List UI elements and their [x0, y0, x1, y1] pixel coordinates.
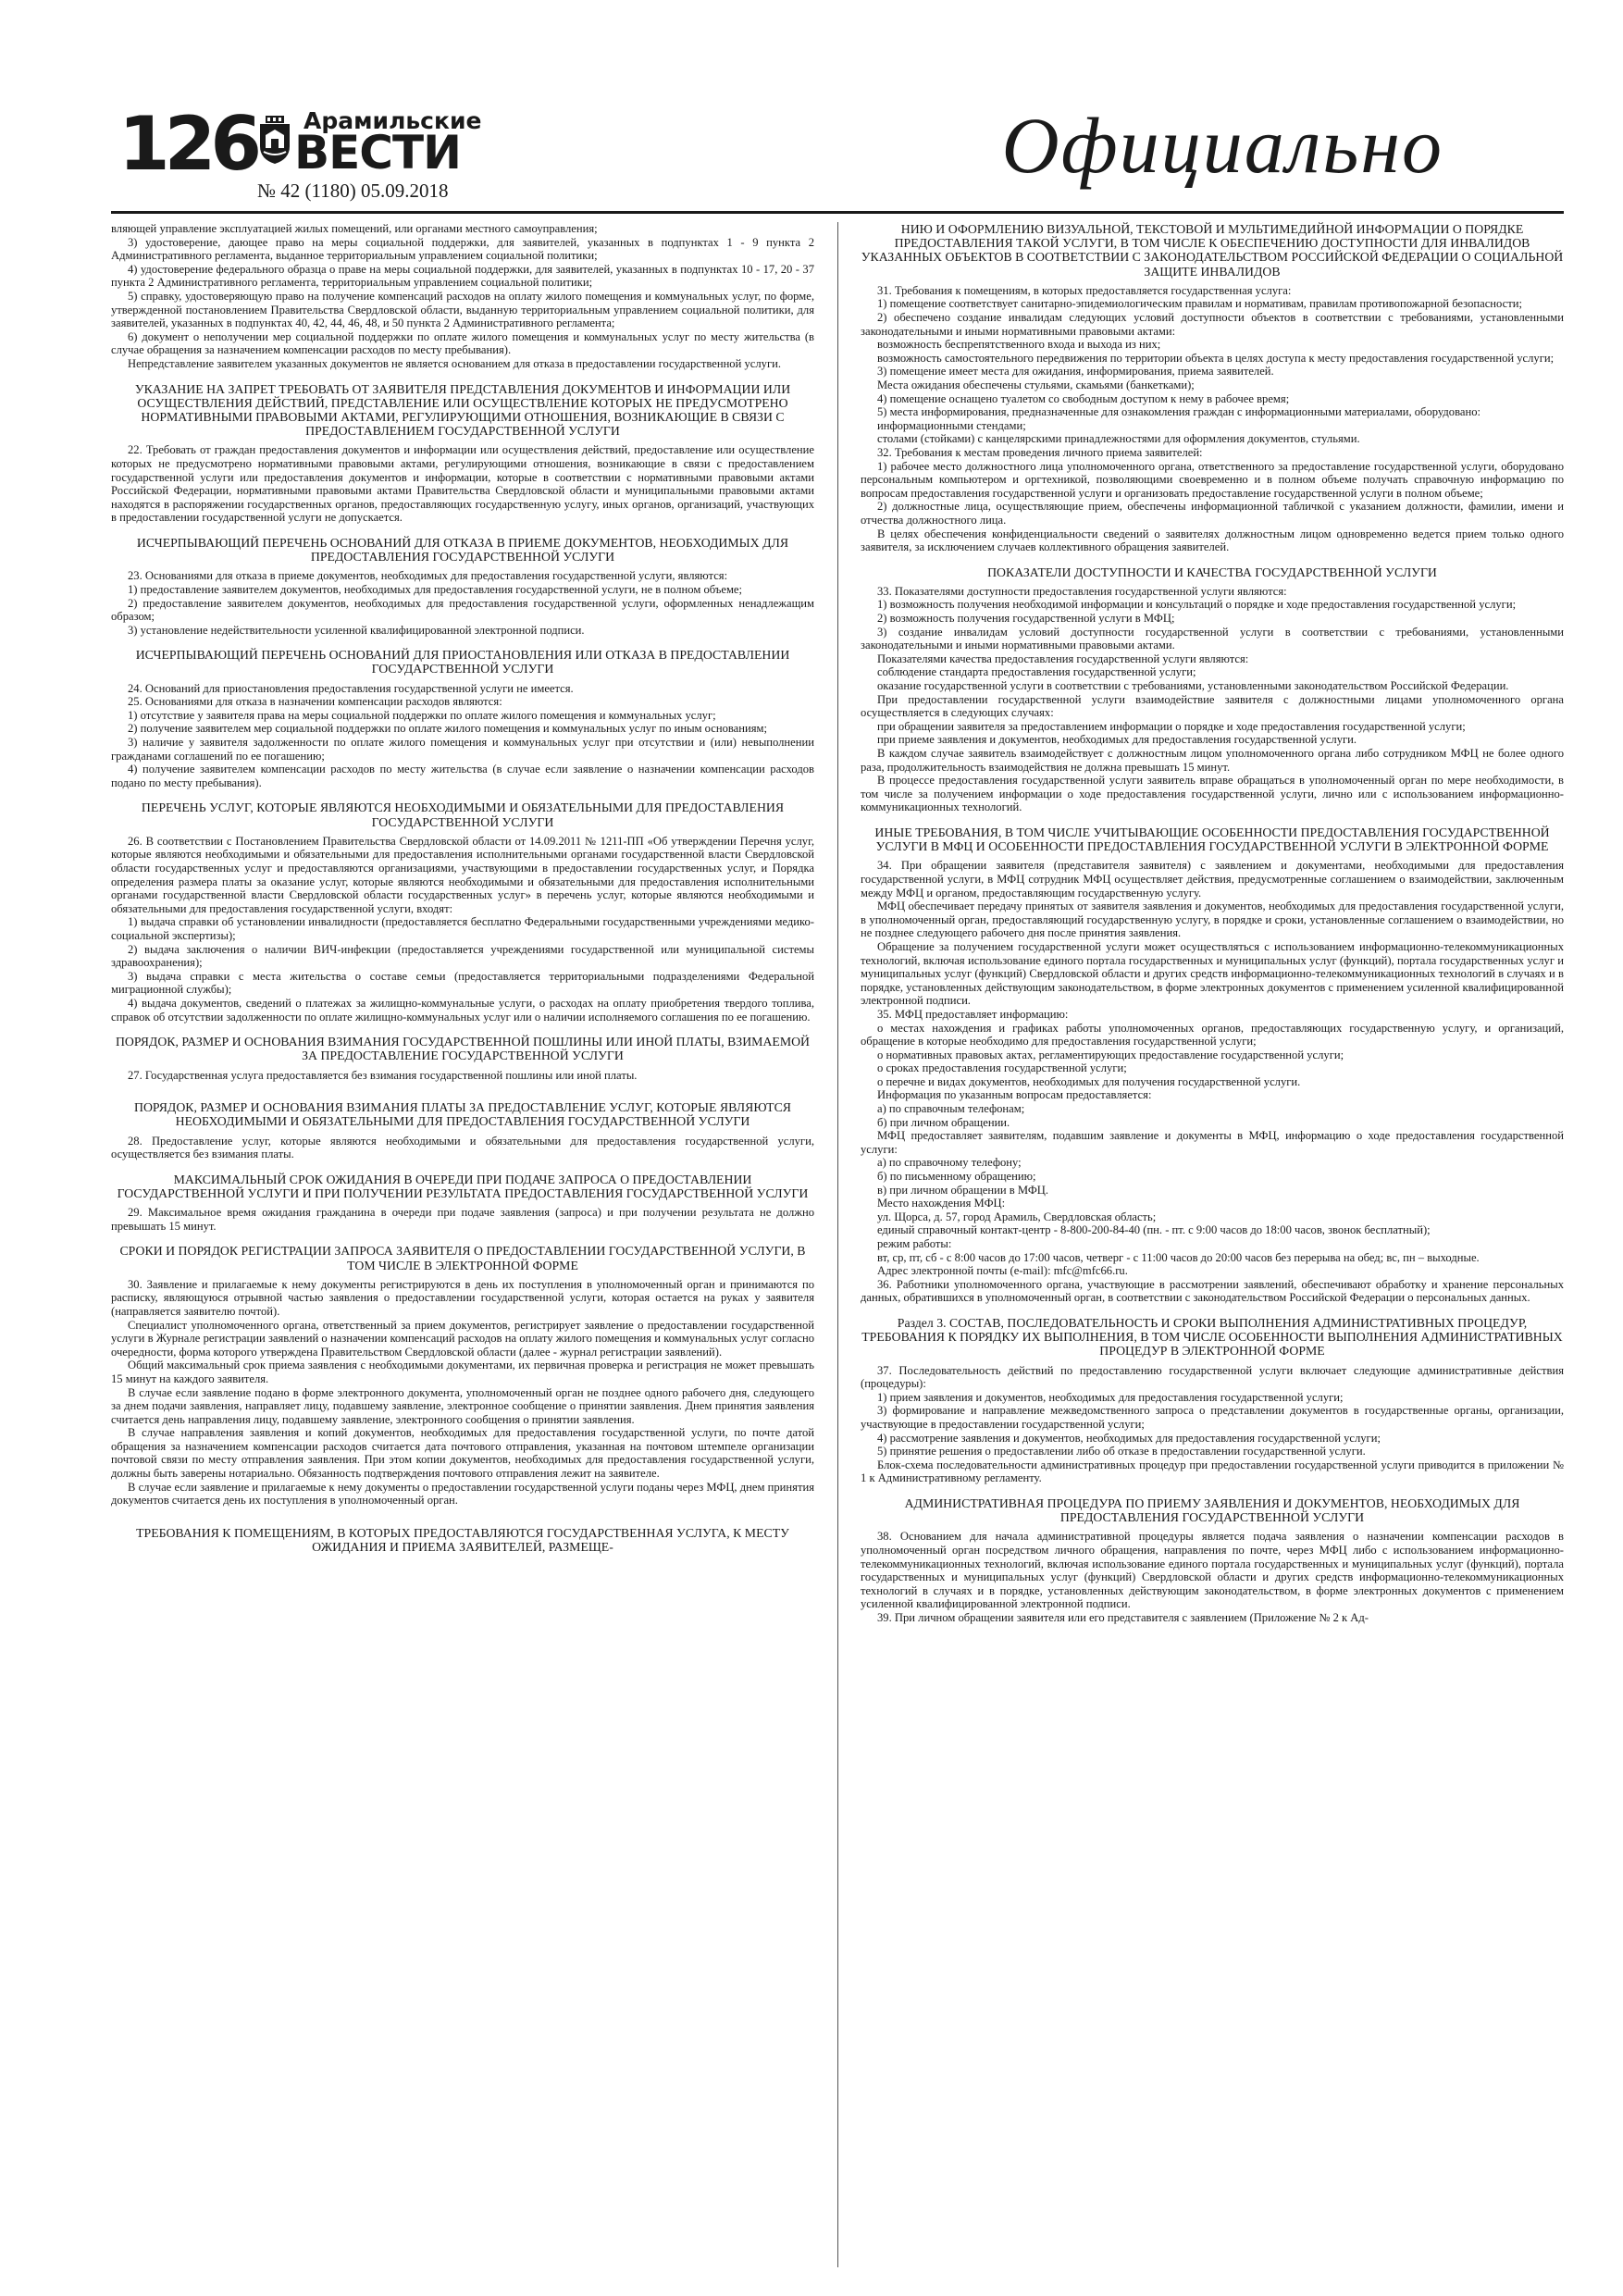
- spacer: [111, 1082, 814, 1089]
- section-heading: СРОКИ И ПОРЯДОК РЕГИСТРАЦИИ ЗАПРОСА ЗАЯВИТЕЛЯ О ПРЕДОСТАВЛЕНИИ ГОСУДАРСТВЕННОЙ УСЛУГИ, В ТОМ ЧИСЛЕ В ЭЛЕКТРОННОЙ ФОРМЕ: [119, 1244, 806, 1272]
- paragraph: 24. Оснований для приостановления предоставления государственной услуги не имеется.: [128, 681, 574, 695]
- paragraph: 4) выдача документов, сведений о платежах за жилищно-коммунальные услуги, о расходах на оплату приобретения твердого топлива, справок об отсутствии задолженности по оплате жилищно-коммунальных услуг или о наличии исполняемого соглашения по ее погашению.: [111, 996, 814, 1024]
- paragraph: ул. Щорса, д. 57, город Арамиль, Свердловская область;: [877, 1210, 1157, 1223]
- paragraph: 5) места информирования, предназначенные для ознакомления граждан с информационными материалами, оборудовано:: [877, 405, 1481, 419]
- section-heading: МАКСИМАЛЬНЫЙ СРОК ОЖИДАНИЯ В ОЧЕРЕДИ ПРИ ПОДАЧЕ ЗАПРОСА О ПРЕДОСТАВЛЕНИИ ГОСУДАРСТВЕННОЙ УСЛУГИ И ПРИ ПОЛУЧЕНИИ РЕЗУЛЬТАТА ПРЕДОСТАВЛЕНИЯ ГОСУДАРСТВЕННОЙ УСЛУГИ: [117, 1172, 809, 1200]
- section-heading: ПОРЯДОК, РАЗМЕР И ОСНОВАНИЯ ВЗИМАНИЯ ГОСУДАРСТВЕННОЙ ПОШЛИНЫ ИЛИ ИНОЙ ПЛАТЫ, ВЗИМАЕМОЙ ЗА ПРЕДОСТАВЛЕНИЕ ГОСУДАРСТВЕННОЙ УСЛУГИ: [115, 1035, 811, 1063]
- paragraph: Непредставление заявителем указанных документов не является основанием для отказа в предоставлении государственной услуги.: [128, 356, 782, 370]
- paragraph: 36. Работники уполномоченного органа, участвующие в рассмотрении заявлений, обеспечивают обработку и хранение персональных данных, обратившихся в уполномоченный орган, в соответствии с законодательством Российской Федерации о персональных данных.: [861, 1277, 1564, 1305]
- paragraph: 3) формирование и направление межведомственного запроса о представлении документов в государственные органы, организации, участвующие в предоставлении государственной услуги;: [861, 1404, 1564, 1431]
- paragraph: Обращение за получением государственной услуги может осуществляться с использованием информационно-телекоммуникационных технологий, включая использование единого портала государственных и муниципальных услуг (функций), портала государственных услуг и муниципальных услуг (функций) Свердловской области и других средств информационно-телекоммуникационных технологий в случаях и в порядке, установленных действующим законодательством, в форме электронных документов с применением усиленной квалифицированной электронной подписи.: [861, 939, 1564, 1008]
- paragraph: 2) возможность получения государственной услуги в МФЦ;: [877, 612, 1175, 626]
- paragraph: 2) выдача заключения о наличии ВИЧ-инфекции (предоставляется учреждениями государственной или муниципальной системы здравоохранения);: [111, 942, 814, 970]
- paragraph: 1) прием заявления и документов, необходимых для предоставления государственной услуги;: [877, 1390, 1344, 1404]
- paragraph: 3) создание инвалидам условий доступности государственной услуги в соответствии с требованиями, установленными законодательными и иными нормативными правовыми актами.: [861, 625, 1564, 652]
- paragraph: В случае если заявление и прилагаемые к нему документы о предоставлении государственной услуги поданы через МФЦ, днем принятия документов считается день их поступления в уполномоченный орган.: [111, 1480, 814, 1508]
- paragraph: 1) рабочее место должностного лица уполномоченного органа, ответственного за предоставление государственной услуги, оборудовано персональным компьютером и оргтехникой, позволяющими своевременно и в полном объеме получать справочную информацию по вопросам предоставления государственной услуги и организовать предоставление государственной услуги в полном объеме;: [861, 459, 1564, 500]
- column-divider: [837, 222, 838, 2267]
- paragraph: 3) удостоверение, дающее право на меры социальной поддержки, для заявителей, указанных в подпунктах 1 - 9 пункта 2 Административного регламента, выданное территориальным управлением социальной политики;: [111, 235, 814, 263]
- section-heading: ПОКАЗАТЕЛИ ДОСТУПНОСТИ И КАЧЕСТВА ГОСУДАРСТВЕННОЙ УСЛУГИ: [987, 565, 1437, 579]
- paragraph: 4) удостоверение федерального образца о праве на меры социальной поддержки, для заявителей, указанных в подпунктах 10 - 17, 20 - 37 пункта 2 Административного регламента, территориальным управлением социальной политики;: [111, 262, 814, 290]
- paragraph: 35. МФЦ предоставляет информацию:: [877, 1007, 1069, 1021]
- paragraph: 4) получение заявителем компенсации расходов по месту жительства (в случае если заявление о назначении компенсации расходов подано по месту пребывания).: [111, 763, 814, 789]
- paragraph: 5) справку, удостоверяющую право на получение компенсаций расходов на оплату жилого помещения и коммунальных услуг, по форме, утвержденной постановлением Правительства Свердловской области, выданную территориальным управлением социальной политики, для заявителей, указанных в подпунктах 40, 42, 44, 46, 48, и 50 пункта 2 Административного регламента;: [111, 289, 814, 330]
- paragraph: Место нахождения МФЦ:: [877, 1197, 1006, 1210]
- paragraph: 3) выдача справки с места жительства о составе семьи (предоставляется территориальными подразделениями Федеральной миграционной службы);: [111, 969, 814, 997]
- paragraph: о сроках предоставления государственной услуги;: [877, 1061, 1127, 1075]
- paragraph: 25. Основаниями для отказа в назначении компенсации расходов являются:: [128, 695, 502, 709]
- paragraph: В случае направления заявления и копий документов, необходимых для предоставления государственной услуги, по почте датой обращения за назначением компенсации расходов считается дата почтового отправления, указанная на почтовом штемпеле организации почтовой связи по месту отправления заявления. При этом копии документов, необходимых для предоставления государственной услуги, должны быть заверены нотариально. Обязанность подтверждения почтового отправления лежит на заявителе.: [111, 1426, 814, 1481]
- brand-name-logo: ВЕСТИ: [294, 126, 461, 180]
- paragraph: 6) документ о неполучении мер социальной поддержки по оплате жилого помещения и коммунальных услуг по месту жительства (в случае обращения за назначением компенсации расходов по месту пребывания).: [111, 329, 814, 357]
- paragraph: 3) помещение имеет места для ожидания, информирования, приема заявителей.: [877, 365, 1274, 379]
- paragraph: Специалист уполномоченного органа, ответственный за прием документов, регистрирует заявление о предоставлении государственной услуги в Журнале регистрации заявлений о назначении компенсаций расходов на оплату жилого помещения и коммунальных услуг согласно очередности, форма которого утверждена Правительством Свердловской области (далее - журнал регистрации заявлений).: [111, 1318, 814, 1359]
- paragraph: б) при личном обращении.: [877, 1115, 1010, 1129]
- paragraph: 1) возможность получения необходимой информации и консультаций о порядке и ходе предоставления государственной услуги;: [877, 598, 1517, 612]
- masthead-divider: [111, 211, 1564, 214]
- section-title: Официально: [1001, 101, 1443, 190]
- paragraph: Показателями качества предоставления государственной услуги являются:: [877, 652, 1249, 665]
- paragraph: 1) отсутствие у заявителя права на меры социальной поддержки по оплате жилого помещения и коммунальных услуг;: [128, 708, 716, 722]
- article-body: [111, 222, 1564, 2267]
- paragraph: вляющей управление эксплуатацией жилых помещений, или органами местного самоуправления;: [111, 222, 598, 235]
- paragraph: 30. Заявление и прилагаемые к нему документы регистрируются в день их поступления в уполномоченный орган и принимаются по расписку, являющуюся отрывной частью заявления о предоставлении государственной услуги, которая остается на руках у заявителя (направляется заявителю почтой).: [111, 1277, 814, 1318]
- brand-name-top: Арамильские: [304, 107, 482, 134]
- paragraph: режим работы:: [877, 1237, 952, 1251]
- paragraph: вт, ср, пт, сб - с 8:00 часов до 17:00 часов, четверг - с 11:00 часов до 20:00 часов без перерыва на обед; вс, пн – выходные.: [877, 1250, 1480, 1264]
- section-heading: Раздел 3. СОСТАВ, ПОСЛЕДОВАТЕЛЬНОСТЬ И СРОКИ ВЫПОЛНЕНИЯ АДМИНИСТРАТИВНЫХ ПРОЦЕДУР, ТРЕБОВАНИЯ К ПОРЯДКУ ИХ ВЫПОЛНЕНИЯ, В ТОМ ЧИСЛЕ ОСОБЕННОСТИ ВЫПОЛНЕНИЯ АДМИНИСТРАТИВНЫХ ПРОЦЕДУР В ЭЛЕКТРОННОЙ ФОРМЕ: [861, 1315, 1563, 1359]
- paragraph: 4) рассмотрение заявления и документов, необходимых для предоставления государственной услуги;: [877, 1431, 1381, 1445]
- section-heading: ИСЧЕРПЫВАЮЩИЙ ПЕРЕЧЕНЬ ОСНОВАНИЙ ДЛЯ ПРИОСТАНОВЛЕНИЯ ИЛИ ОТКАЗА В ПРЕДОСТАВЛЕНИИ ГОСУДАРСТВЕННОЙ УСЛУГИ: [135, 648, 790, 676]
- paragraph: В каждом случае заявитель взаимодействует с должностным лицом уполномоченного органа либо сотрудником МФЦ не более одного раза, продолжительность взаимодействия не должна превышать 15 минут.: [861, 747, 1564, 774]
- section-heading: ПОРЯДОК, РАЗМЕР И ОСНОВАНИЯ ВЗИМАНИЯ ПЛАТЫ ЗА ПРЕДОСТАВЛЕНИЕ УСЛУГ, КОТОРЫЕ ЯВЛЯЮТСЯ НЕОБХОДИМЫМИ И ОБЯЗАТЕЛЬНЫМИ ДЛЯ ПРЕДОСТАВЛЕНИЯ ГОСУДАРСТВЕННОЙ УСЛУГИ: [134, 1100, 791, 1129]
- section-heading: НИЮ И ОФОРМЛЕНИЮ ВИЗУАЛЬНОЙ, ТЕКСТОВОЙ И МУЛЬТИМЕДИЙНОЙ ИНФОРМАЦИИ О ПОРЯДКЕ ПРЕДОСТАВЛЕНИЯ ТАКОЙ УСЛУГИ, В ТОМ ЧИСЛЕ К ОБЕСПЕЧЕНИЮ ДОСТУПНОСТИ ДЛЯ ИНВАЛИДОВ УКАЗАННЫХ ОБЪЕКТОВ В СООТВЕТСТВИИ С ЗАКОНОДАТЕЛЬСТВОМ РОССИЙСКОЙ ФЕДЕРАЦИИ О СОЦИАЛЬНОЙ ЗАЩИТЕ ИНВАЛИДОВ: [861, 222, 1564, 279]
- paragraph: 32. Требования к местам проведения личного приема заявителей:: [877, 445, 1203, 459]
- paragraph: возможность самостоятельного передвижения по территории объекта в целях доступа к месту предоставления государственной услуги;: [877, 351, 1555, 365]
- paragraph: МФЦ обеспечивает передачу принятых от заявителя заявления и документов, необходимых для предоставления государственной услуги, в уполномоченный орган, предоставляющий государственную услугу, в порядке и сроки, установленные соглашением о взаимодействии, но не позднее следующего рабочего дня после принятия заявления.: [861, 900, 1564, 940]
- paragraph: 2) получение заявителем мер социальной поддержки по оплате жилого помещения и коммунальных услуг по иным основаниям;: [128, 722, 768, 736]
- section-heading: ПЕРЕЧЕНЬ УСЛУГ, КОТОРЫЕ ЯВЛЯЮТСЯ НЕОБХОДИМЫМИ И ОБЯЗАТЕЛЬНЫМИ ДЛЯ ПРЕДОСТАВЛЕНИЯ ГОСУДАРСТВЕННОЙ УСЛУГИ: [141, 800, 785, 829]
- spacer: [111, 1508, 814, 1515]
- paragraph: 26. В соответствии с Постановлением Правительства Свердловской области от 14.09.2011 № 1211-ПП «Об утверждении Перечня услуг, которые являются необходимыми и обязательными для предоставления исполнительными органами государственной власти Свердловской области государственных услуг и предоставляются организациями, участвующими в предоставлении государственных услуг, и Порядка определения размера платы за оказание услуг, которые являются необходимыми и обязательными для предоставления исполнительными органами государственной власти Свердловской области государственных услуг» в перечень услуг, которые являются необходимыми и обязательными для предоставления государственной услуги, входят:: [111, 834, 814, 915]
- paragraph: 3) наличие у заявителя задолженности по оплате жилого помещения и коммунальных услуг при отсутствии и (или) невыполнении гражданами соглашений по ее погашению;: [111, 736, 814, 763]
- paragraph: 33. Показателями доступности предоставления государственной услуги являются:: [877, 584, 1287, 598]
- section-heading: АДМИНИСТРАТИВНАЯ ПРОЦЕДУРА ПО ПРИЕМУ ЗАЯВЛЕНИЯ И ДОКУМЕНТОВ, НЕОБХОДИМЫХ ДЛЯ ПРЕДОСТАВЛЕНИЯ ГОСУДАРСТВЕННОЙ УСЛУГИ: [904, 1496, 1520, 1525]
- paragraph: о местах нахождения и графиках работы уполномоченных органов, предоставляющих государственную услугу, и организаций, обращение в которые необходимо для предоставления государственной услуги;: [861, 1021, 1564, 1049]
- issue-number-date: № 42 (1180) 05.09.2018: [257, 180, 449, 202]
- section-heading: ИСЧЕРПЫВАЮЩИЙ ПЕРЕЧЕНЬ ОСНОВАНИЙ ДЛЯ ОТКАЗА В ПРИЕМЕ ДОКУМЕНТОВ, НЕОБХОДИМЫХ ДЛЯ ПРЕДОСТАВЛЕНИЯ ГОСУДАРСТВЕННОЙ УСЛУГИ: [136, 535, 789, 565]
- paragraph: столами (стойками) с канцелярскими принадлежностями для оформления документов, стульями.: [877, 432, 1360, 446]
- section-heading: ИНЫЕ ТРЕБОВАНИЯ, В ТОМ ЧИСЛЕ УЧИТЫВАЮЩИЕ ОСОБЕННОСТИ ПРЕДОСТАВЛЕНИЯ ГОСУДАРСТВЕННОЙ УСЛУГИ В МФЦ И ОСОБЕННОСТИ ПРЕДОСТАВЛЕНИЯ ГОСУДАРСТВЕННОЙ УСЛУГИ В ЭЛЕКТРОННОЙ ФОРМЕ: [874, 825, 1550, 854]
- paragraph: в) при личном обращении в МФЦ.: [877, 1183, 1049, 1197]
- paragraph: соблюдение стандарта предоставления государственной услуги;: [877, 665, 1196, 679]
- page-number: 126: [118, 101, 256, 187]
- paragraph: Информация по указанным вопросам предоставляется:: [877, 1088, 1152, 1102]
- paragraph: Общий максимальный срок приема заявления с необходимыми документами, их первичная проверка и регистрация не может превышать 15 минут на каждого заявителя.: [111, 1359, 814, 1385]
- paragraph: 4) помещение оснащено туалетом со свободным доступом к нему в рабочее время;: [877, 391, 1290, 405]
- paragraph: 22. Требовать от граждан предоставления документов и информации или осуществления действий, предоставление или осуществление которых не предусмотрено нормативными правовыми актами, регулирующими отношения, возникающие в связи с предоставлением государственной услуги или предоставления документов и информации, которые в соответствии с нормативными правовыми актами Российской Федерации, нормативными правовыми актами Правительства Свердловской области и муниципальными правовыми актами находятся в распоряжении государственных органов, предоставляющих государственную услугу, иных органов, организаций, участвующих в предоставлении государственной услуги не допускается.: [111, 443, 814, 525]
- section-heading: ТРЕБОВАНИЯ К ПОМЕЩЕНИЯМ, В КОТОРЫХ ПРЕДОСТАВЛЯЮТСЯ ГОСУДАРСТВЕННАЯ УСЛУГА, К МЕСТУ ОЖИДАНИЯ И ПРИЕМА ЗАЯВИТЕЛЕЙ, РАЗМЕЩЕ-: [136, 1525, 789, 1555]
- left-column: [111, 222, 814, 2267]
- paragraph: 37. Последовательность действий по предоставлению государственной услуги включает следующие административные действия (процедуры):: [861, 1363, 1564, 1391]
- paragraph: 1) помещение соответствует санитарно-эпидемиологическим правилам и нормативам, правилам противопожарной безопасности;: [877, 297, 1522, 311]
- paragraph: 39. При личном обращении заявителя или его представителя с заявлением (Приложение № 2 к Ад-: [877, 1610, 1369, 1624]
- paragraph: при приеме заявления и документов, необходимых для предоставления государственной услуги.: [877, 733, 1357, 747]
- paragraph: 38. Основанием для начала административной процедуры является подача заявления о назначении компенсации расходов в уполномоченный орган посредством личного обращения, направления по почте, через МФЦ либо с использованием информационно-телекоммуникационных технологий, включая использование единого портала государственных и муниципальных услуг (функций), портала государственных и муниципальных услуг (функций) Свердловской области и других средств информационно-телекоммуникационных технологий в случаях и в порядке, установленных действующим законодательством, в форме электронных документов с применением усиленной квалифицированной электронной подписи.: [861, 1530, 1564, 1611]
- paragraph: 27. Государственная услуга предоставляется без взимания государственной пошлины или иной платы.: [128, 1068, 638, 1082]
- paragraph: 3) установление недействительности усиленной квалифицированной электронной подписи.: [128, 623, 585, 637]
- paragraph: В процессе предоставления государственной услуги заявитель вправе обращаться в уполномоченный орган по мере необходимости, в том числе за получением информации о ходе предоставления государственной услуги, лично или с использованием информационно-коммуникационных технологий.: [861, 774, 1564, 814]
- paragraph: о нормативных правовых актах, регламентирующих предоставление государственной услуги;: [877, 1048, 1344, 1061]
- paragraph: В целях обеспечения конфиденциальности сведений о заявителях должностным лицом одновременно ведется прием только одного заявителя, за исключением случаев коллективного обращения заявителей.: [861, 527, 1564, 554]
- paragraph: Места ожидания обеспечены стульями, скамьями (банкетками);: [877, 378, 1195, 391]
- paragraph: б) по письменному обращению;: [877, 1170, 1036, 1184]
- paragraph: 2) обеспечено создание инвалидам следующих условий доступности объектов в соответствии с требованиями, установленными законодательными и иными нормативными правовыми актами:: [861, 311, 1564, 338]
- paragraph: Блок-схема последовательности административных процедур при предоставлении государственной услуги приводится в приложении № 1 к Административному регламенту.: [861, 1458, 1564, 1485]
- coat-of-arms-icon: [257, 115, 292, 165]
- paragraph: 5) принятие решения о предоставлении либо об отказе в предоставлении государственной услуги.: [877, 1445, 1366, 1458]
- paragraph: Адрес электронной почты (e-mail): mfc@mfc66.ru.: [877, 1264, 1128, 1278]
- paragraph: единый справочный контакт-центр - 8-800-200-84-40 (пн. - пт. с 9:00 часов до 18:00 часов, звонок бесплатный);: [877, 1223, 1431, 1237]
- paragraph: возможность беспрепятственного входа и выхода из них;: [877, 338, 1161, 352]
- paragraph: 28. Предоставление услуг, которые являются необходимыми и обязательными для предоставления государственной услуги, осуществляется без взимания платы.: [111, 1134, 814, 1161]
- paragraph: 2) должностные лица, осуществляющие прием, обеспечены информационной табличкой с указанием должности, фамилии, имени и отчества должностного лица.: [861, 500, 1564, 527]
- right-column: [861, 222, 1564, 2267]
- paragraph: а) по справочному телефону;: [877, 1156, 1022, 1170]
- masthead: [111, 102, 1564, 204]
- paragraph: при обращении заявителя за предоставлением информации о порядке и ходе предоставления государственной услуги;: [877, 719, 1466, 733]
- paragraph: а) по справочным телефонам;: [877, 1102, 1025, 1116]
- paragraph: МФЦ предоставляет заявителям, подавшим заявление и документы в МФЦ, информацию о ходе предоставления государственной услуги:: [861, 1129, 1564, 1156]
- paragraph: 1) предоставление заявителем документов, необходимых для предоставления государственной услуги, не в полном объеме;: [128, 582, 743, 596]
- paragraph: В случае если заявление подано в форме электронного документа, уполномоченный орган не позднее одного рабочего дня, следующего за днем подачи заявления, направляет лицу, подавшему заявление, электронное сообщение о принятии заявления. Днем принятия заявления считается день направления лицу, подавшему заявление, электронного сообщения о принятии заявления.: [111, 1385, 814, 1426]
- paragraph: При предоставлении государственной услуги взаимодействие заявителя с должностными лицами уполномоченного органа осуществляется в следующих случаях:: [861, 692, 1564, 720]
- paragraph: информационными стендами;: [877, 418, 1026, 432]
- paragraph: 29. Максимальное время ожидания гражданина в очереди при подаче заявления (запроса) и при получении результата не должно превышать 15 минут.: [111, 1206, 814, 1233]
- paragraph: оказание государственной услуги в соответствии с требованиями, установленными законодательством Российской Федерации.: [877, 679, 1509, 693]
- paragraph: 34. При обращении заявителя (представителя заявителя) с заявлением и документами, необходимыми для предоставления государственной услуги, в МФЦ сотрудник МФЦ осуществляет действия, предусмотренные соглашением о взаимодействии, заключенным между МФЦ и органом, предоставляющим государственную услугу.: [861, 859, 1564, 900]
- section-heading: УКАЗАНИЕ НА ЗАПРЕТ ТРЕБОВАТЬ ОТ ЗАЯВИТЕЛЯ ПРЕДСТАВЛЕНИЯ ДОКУМЕНТОВ И ИНФОРМАЦИИ ИЛИ ОСУЩЕСТВЛЕНИЯ ДЕЙСТВИЙ, ПРЕДСТАВЛЕНИЕ ИЛИ ОСУЩЕСТВЛЕНИЕ КОТОРЫХ НЕ ПРЕДУСМОТРЕНО НОРМАТИВНЫМИ ПРАВОВЫМИ АКТАМИ, РЕГУЛИРУЮЩИМИ ОТНОШЕНИЯ, ВОЗНИКАЮЩИЕ В СВЯЗИ С ПРЕДОСТАВЛЕНИЕМ ГОСУДАРСТВЕННОЙ УСЛУГИ: [134, 381, 791, 439]
- paragraph: 23. Основаниями для отказа в приеме документов, необходимых для предоставления государственной услуги, являются:: [128, 569, 728, 583]
- paragraph: 2) предоставление заявителем документов, необходимых для предоставления государственной услуги, оформленных ненадлежащим образом;: [111, 596, 814, 624]
- paragraph: 31. Требования к помещениям, в которых предоставляется государственная услуга:: [877, 283, 1292, 297]
- paragraph: 1) выдача справки об установлении инвалидности (предоставляется бесплатно Федеральными государственными учреждениями медико-социальной экспертизы);: [111, 915, 814, 942]
- paragraph: о перечне и видах документов, необходимых для получения государственной услуги.: [877, 1074, 1301, 1088]
